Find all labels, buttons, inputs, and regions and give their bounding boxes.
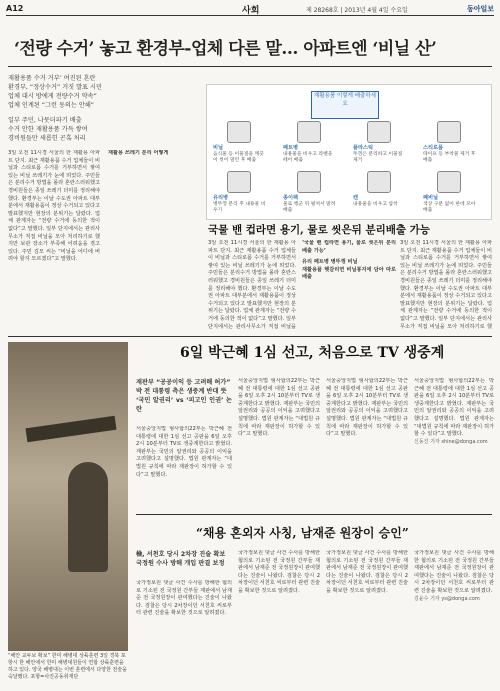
waste-vinyl-icon (437, 171, 461, 193)
story1-continued: 3일 오전 11시경 서울의 한 재활용 아파트 단지. 최근 재활용품 수거 업체들이 비닐과 스티로폼 수거를 거부하면서 쌓여 있는 비닐 쓰레기가 눈에 띄었다. 주민들은 분리수거 방법을 몰라 혼란스러워했고 경비원들은 종일 쓰레기 더미를 정리해야 했다. 환경부는 이날 수도권 아파트 대부분에서 재활용품이 정상 수거되고 있다고 발표했지만 현장의 분위기는 달랐다. 업체 관계자는 “전량 수거에 동의한 적이 없다”고 말했다. 일부 단지에서는 관리사무소가 직접 비닐을 (208, 240, 296, 330)
story2-body-a: 서울중앙지법 형사합의22부는 박근혜 전 대통령에 대한 1심 선고 공판을 6일 오후 2시 10분부터 TV로 생중계한다고 밝혔다. 재판부는 국민의 알권리와 공공의 이익을 고려했다고 설명했다. 법원 관계자는 “대법원 규칙에 따라 재판장이 허가할 수 있다”고 말했다. (136, 426, 232, 478)
subhead: 업체 인계된 “그런 동의는 안해” (8, 102, 95, 109)
middle-note: ‘국물 밴 컵라면 용기, 물로 씻은뒤 분리배출 가능’ (302, 240, 396, 254)
story2-body-b: 서울중앙지법 형사합의22부는 박근혜 전 대통령에 대한 1심 선고 공판을 6일 오후 2시 10분부터 TV로 생중계한다고 밝혔다. 재판부는 국민의 알권리와 공공의 이익을 고려했다고 설명했다. 법원 관계자는 “대법원 규칙에 따라 재판장이 허가할 수 있다”고 말했다. (238, 378, 320, 438)
story1-headline: ‘전량 수거’ 놓고 환경부-업체 다른 말… 아파트엔 ‘비닐 산’ (14, 39, 437, 59)
middle-col-a (108, 150, 198, 260)
subhead: 업체 대시 방에게 전량수거 약속” (8, 93, 97, 100)
story1-body-text: 3일 오전 11시경 서울의 한 재활용 아파트 단지. 최근 재활용품 수거 업체들이 비닐과 스티로폼 수거를 거부하면서 쌓여 있는 비닐 쓰레기가 눈에 띄었다. 주민들은 분리수거 방법을 몰라 혼란스러워했고 경비원들은 종일 쓰레기 더미를 정리해야 했다. 환경부는 이날 수도권 아파트 대부분에서 재활용품이 정상 수거되고 있다고 발표했지만 현장의 분위기는 달랐다. 업체 관계자는 “전량 수거에 동의한 적이 없다”고 말했다. 일부 단지에서는 관리사무소가 직접 비닐을 모아 처리하기로 했지만 보관 장소가 부족해 어려움을 겪고 있다. 주민 김모 씨는 “비닐을 어디에 버려야 할지 모르겠다”고 말했다. (8, 150, 100, 263)
recycling-graphic (206, 84, 492, 220)
story3-deck: 檢, 서천호 당시 2차장 진술 확보 국정원 수사 방해 개입 판결 보정 (136, 551, 226, 567)
graphic-item: 플라스틱 뚜껑은 분리하고 이물질 제거 (353, 121, 407, 165)
middle-col-d (400, 240, 492, 330)
graphic-item: 스티로폼 테이프 등 부착물 제거 후 배출 (423, 121, 477, 165)
subhead: 환경부, “정상수거” 거짓 발표 시민 (8, 84, 102, 91)
marine-drill-photo (8, 342, 128, 681)
story3-body-a: 국가정보원 댓글 사건 수사를 방해한 혐의로 기소된 전 국정원 간부들 재판에서 남재준 전 국정원장이 관여했다는 진술이 나왔다. 검찰은 당시 2차장이던 서천호 씨로부터 관련 진술을 확보한 것으로 알려졌다. (136, 580, 232, 617)
graphic-item: 페트병 내용물을 비우고 라벨을 떼어 배출 (283, 121, 337, 165)
story2-byline: 신동진 기자 shine@donga.com (414, 438, 488, 445)
subhead: 재활용품 수거 거부’ 여진된 혼란 (8, 75, 96, 82)
story3-body-d: 국가정보원 댓글 사건 수사를 방해한 혐의로 기소된 전 국정원 간부들 재판에서 남재준 전 국정원장이 관여했다는 진술이 나왔다. 검찰은 당시 2차장이던 서천호 씨로부터 관련 진술을 확보한 것으로 알려졌다. 김윤수 기자 ys@donga.com (414, 550, 494, 602)
story3-byline: 김윤수 기자 ys@donga.com (414, 595, 480, 602)
story2-deck: 재판부 “공공이익 등 고려해 허가” 박 전 대통령 측은 생중계 반대 뜻 ‘국민 알권리’ vs ‘피고인 인권’ 논란 (136, 379, 232, 413)
pet-bottle-icon (297, 121, 321, 143)
page-number: A12 (6, 4, 24, 13)
subhead: 일부 주민, 나뭇더파기 배출 (8, 117, 82, 124)
middle-caption2: 유리 페트병 병뚜껑 비닐 재활용품 헷갈리면 비닐봉지에 담아 따로 배출 (302, 259, 396, 281)
rifle-shape (25, 416, 116, 442)
graphic-item: 비닐 음식물 등 이물질을 깨끗이 씻어 말린 후 배출 (213, 121, 267, 165)
page-header (6, 3, 494, 16)
story3-body-c: 국가정보원 댓글 사건 수사를 방해한 혐의로 기소된 전 국정원 간부들 재판에서 남재준 전 국정원장이 관여했다는 진술이 나왔다. 검찰은 당시 2차장이던 서천호 씨로부터 관련 진술을 확보한 것으로 알려졌다. (326, 550, 408, 594)
vinyl-icon (227, 121, 251, 143)
story3-headline: “채용 혼외자 사칭, 남재준 원장이 승인” (196, 526, 409, 540)
graphic-item: 유리병 병뚜껑 분리 후 내용물 비우기 (213, 171, 267, 215)
photo-caption: “해안 교두보 확보” 한미 해병대 상륙훈련 3일 경북 포항시 한 해안에서 한미 해병대원들이 연합 상륙훈련을 하고 있다. 양국 해병대는 이번 훈련에서 다양한 전술을 숙달했다. 포항=사진공동취재단 (8, 653, 127, 680)
styrofoam-icon (437, 121, 461, 143)
story2-body-c: 서울중앙지법 형사합의22부는 박근혜 전 대통령에 대한 1심 선고 공판을 6일 오후 2시 10분부터 TV로 생중계한다고 밝혔다. 재판부는 국민의 알권리와 공공의 이익을 고려했다고 설명했다. 법원 관계자는 “대법원 규칙에 따라 재판장이 허가할 수 있다”고 말했다. (326, 378, 408, 438)
paper-pack-icon (297, 171, 321, 193)
section-rule (8, 336, 492, 337)
story3-body-b: 국가정보원 댓글 사건 수사를 방해한 혐의로 기소된 전 국정원 간부들 재판에서 남재준 전 국정원장이 관여했다는 진술이 나왔다. 검찰은 당시 2차장이던 서천호 씨로부터 관련 진술을 확보한 것으로 알려졌다. (238, 550, 320, 594)
graphic-title: 재활용품 이렇게 배출하세요 (311, 91, 379, 119)
subhead: 수거 안한 재활용품 가득 쌓여 (8, 126, 88, 133)
graphic-item: 캔 내용물을 비우고 압착 (353, 171, 407, 208)
middle-col-c (302, 240, 396, 330)
newspaper-logo: 동아일보 (466, 5, 494, 13)
graphic-item: 폐비닐 색상 구분 없이 한데 모아 배출 (423, 171, 477, 215)
story1-subheads (8, 74, 108, 149)
story2-headline: 6일 박근혜 1심 선고, 처음으로 TV 생중계 (180, 345, 445, 361)
story1-body (8, 150, 100, 335)
issue-date: 제 28268호 | 2013년 4월 4일 수요일 (306, 7, 408, 14)
headline-rule (8, 66, 492, 67)
can-icon (367, 171, 391, 193)
subhead: 경비원들만 새롭힌 곤혹 처리 (8, 135, 86, 142)
middle-body: 3일 오전 11시경 서울의 한 재활용 아파트 단지. 최근 재활용품 수거 업체들이 비닐과 스티로폼 수거를 거부하면서 쌓여 있는 비닐 쓰레기가 눈에 띄었다. 주민들은 분리수거 방법을 몰라 혼란스러워했고 경비원들은 종일 쓰레기 더미를 정리해야 했다. 환경부는 이날 수도권 아파트 대부분에서 재활용품이 정상 수거되고 있다고 발표했지만 현장의 분위기는 달랐다. 업체 관계자는 “전량 수거에 동의한 적이 없다”고 말했다. 일부 단지에서는 관리사무소가 직접 비닐을 모아 처리하기로 했 (400, 240, 492, 330)
story-rule (136, 514, 492, 515)
glass-bottle-icon (227, 171, 251, 193)
story2-body-d: 서울중앙지법 형사합의22부는 박근혜 전 대통령에 대한 1심 선고 공판을 6일 오후 2시 10분부터 TV로 생중계한다고 밝혔다. 재판부는 국민의 알권리와 공공의 이익을 고려했다고 설명했다. 법원 관계자는 “대법원 규칙에 따라 재판장이 허가할 수 있다”고 말했다. 신동진 기자 shine@donga.com (414, 378, 494, 445)
marine-figure (68, 462, 108, 572)
plastic-icon (367, 121, 391, 143)
graphic-caption-headline: 국물 밴 컵라면 용기, 물로 씻은뒤 분리배출 가능 (208, 224, 430, 236)
graphic-item: 종이팩 물로 헹군 뒤 펼쳐서 말려 배출 (283, 171, 337, 215)
section-name: 사회 (242, 6, 260, 16)
middle-lede: 재활용 쓰레기 분리 어떻게 (108, 150, 169, 156)
middle-col-b (208, 240, 296, 330)
